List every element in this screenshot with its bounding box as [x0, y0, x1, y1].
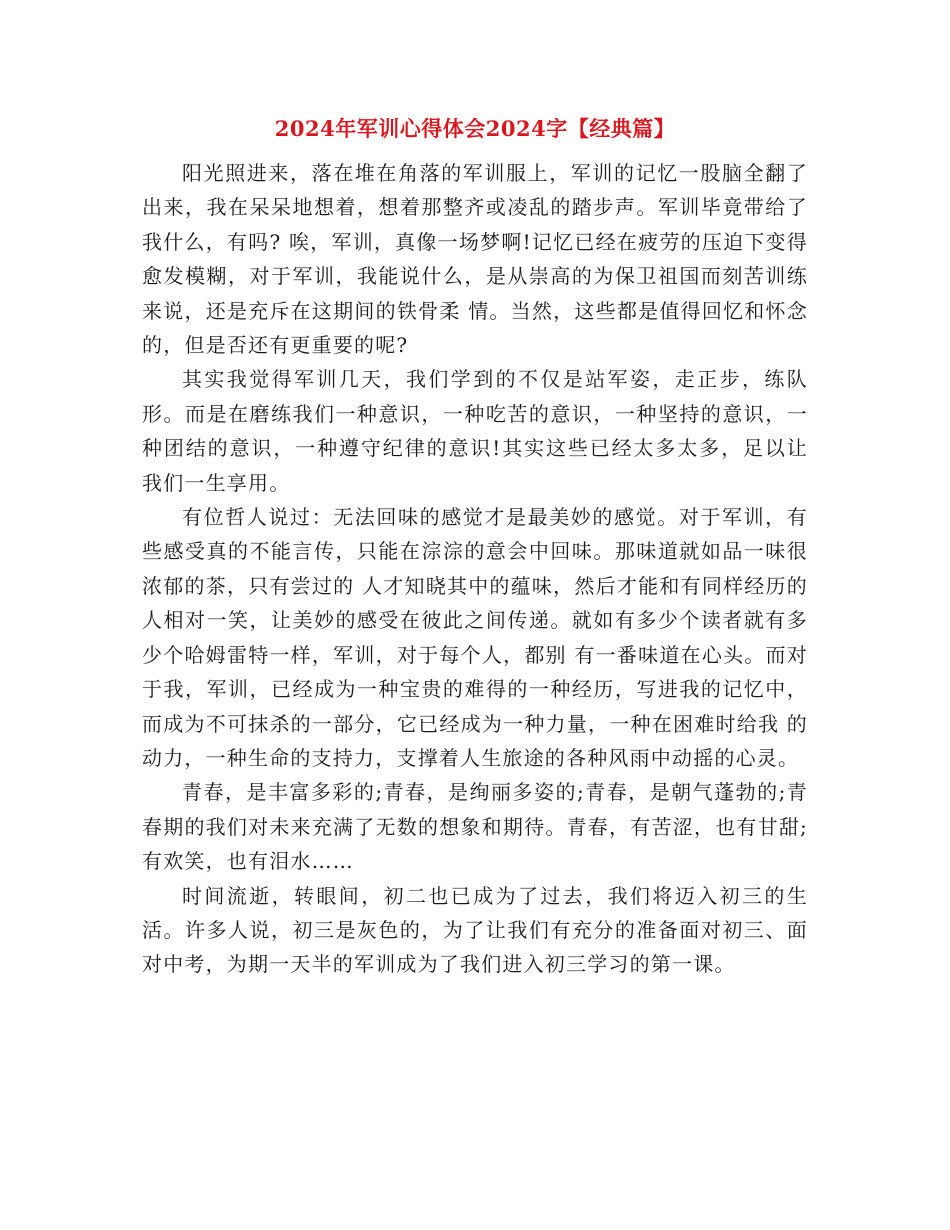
paragraph: 有位哲人说过：无法回味的感觉才是最美妙的感觉。对于军训，有些感受真的不能言传，只能在淙淙的意会中回味。那味道就如品一味很浓郁的茶，只有尝过的 人才知晓其中的蕴味，然后才能和有同样经历的人相对一笑，让美妙的感受在彼此之间传递。就如有多少个读者就有多少个哈姆雷特一样，军训，对于每个人，都别 有一番味道在心头。而对于我，军训，已经成为一种宝贵的难得的一种经历，写进我的记忆中，而成为不可抹杀的一部分，它已经成为一种力量，一种在困难时给我 的动力，一种生命的支持力，支撑着人生旅途的各种风雨中动摇的心灵。: [142, 505, 808, 770]
paragraph: 时间流逝，转眼间，初二也已成为了过去，我们将迈入初三的生活。许多人说，初三是灰色的，为了让我们有充分的准备面对初三、面对中考，为期一天半的军训成为了我们进入初三学习的第一课。: [142, 883, 808, 977]
document-title: 2024年军训心得体会2024字【经典篇】: [274, 116, 676, 141]
document-body: [142, 156, 808, 982]
paragraph: 青春，是丰富多彩的;青春，是绚丽多姿的;青春，是朝气蓬勃的;青春期的我们对未来充满了无数的想象和期待。青春，有苦涩，也有甘甜;有欢笑，也有泪水……: [142, 780, 808, 874]
paragraph: 阳光照进来，落在堆在角落的军训服上，军训的记忆一股脑全翻了出来，我在呆呆地想着，想着那整齐或凌乱的踏步声。军训毕竟带给了我什么，有吗? 唉，军训，真像一场梦啊!记忆已经在疲劳的压迫下变得愈发模糊，对于军训，我能说什么，是从崇高的为保卫祖国而刻苦训练来说，还是充斥在这期间的铁骨柔 情。当然，这些都是值得回忆和怀念的，但是否还有更重要的呢?: [142, 161, 808, 358]
paragraph: 其实我觉得军训几天，我们学到的不仅是站军姿，走正步，练队形。而是在磨练我们一种意识，一种吃苦的意识，一种坚持的意识，一种团结的意识，一种遵守纪律的意识!其实这些已经太多太多，足以让我们一生享用。: [142, 367, 808, 495]
